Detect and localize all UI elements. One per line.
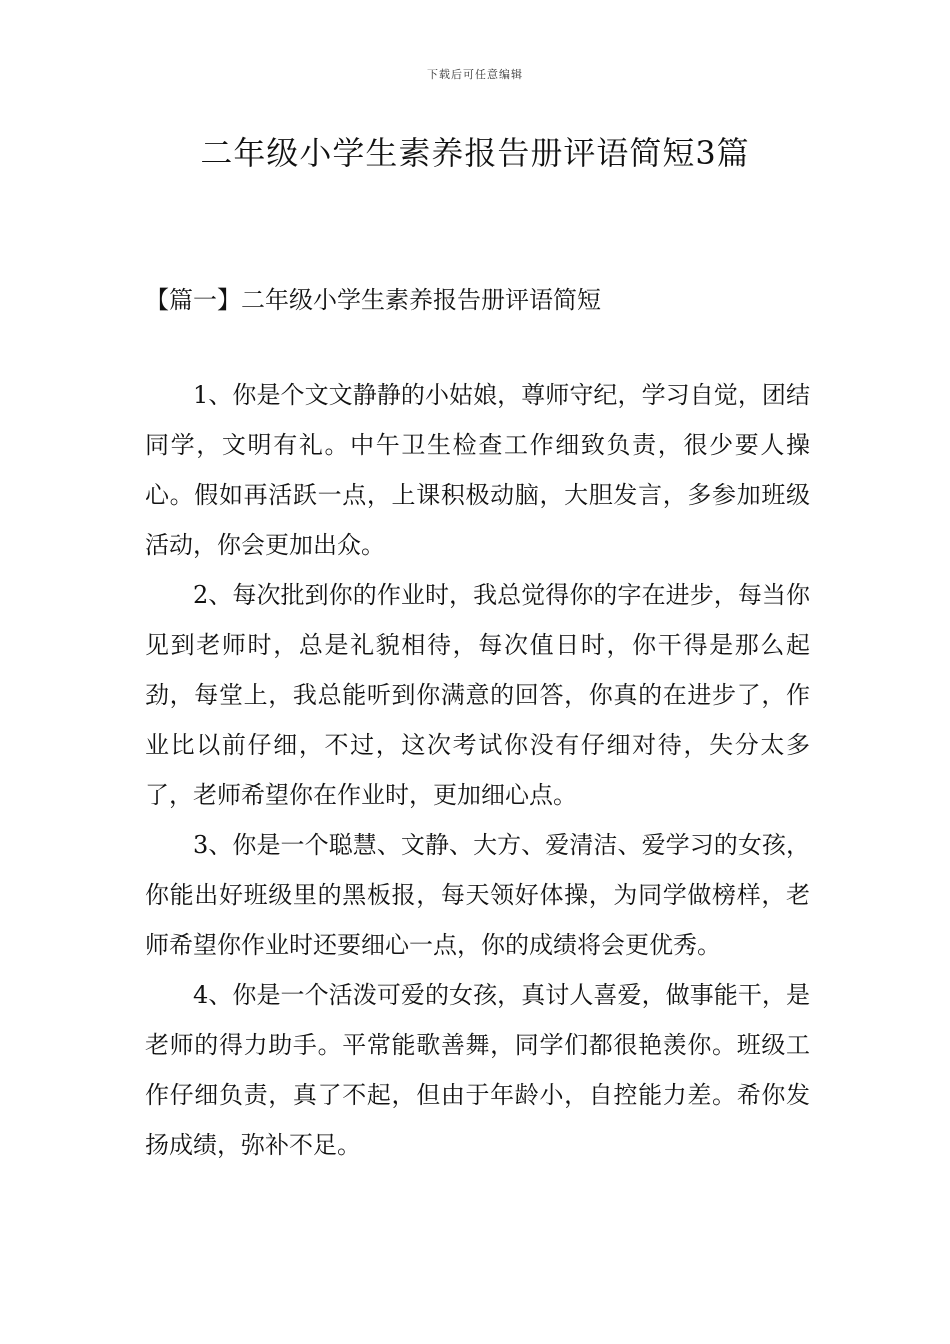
document-body [145,370,810,1170]
document-title: 二年级小学生素养报告册评语简短3篇 [200,134,750,172]
header-note: 下载后可任意编辑 [427,68,523,81]
paragraph-1: 1、你是个文文静静的小姑娘，尊师守纪，学习自觉，团结同学，文明有礼。中午卫生检查工作细致负责，很少要人操心。假如再活跃一点，上课积极动脑，大胆发言，多参加班级活动，你会更加出众。 [145,381,810,559]
paragraph-4: 4、你是一个活泼可爱的女孩，真讨人喜爱，做事能干，是老师的得力助手。平常能歌善舞，同学们都很艳羡你。班级工作仔细负责，真了不起，但由于年龄小，自控能力差。希你发扬成绩，弥补不足。 [145,981,810,1159]
paragraph-3: 3、你是一个聪慧、文静、大方、爱清洁、爱学习的女孩，你能出好班级里的黑板报，每天领好体操，为同学做榜样，老师希望你作业时还要细心一点，你的成绩将会更优秀。 [145,831,810,959]
paragraph-2: 2、每次批到你的作业时，我总觉得你的字在进步，每当你见到老师时，总是礼貌相待，每次值日时，你干得是那么起劲，每堂上，我总能听到你满意的回答，你真的在进步了，作业比以前仔细，不过，这次考试你没有仔细对待，失分太多了，老师希望你在作业时，更加细心点。 [145,581,810,809]
section-heading: 【篇一】二年级小学生素养报告册评语简短 [145,286,601,314]
